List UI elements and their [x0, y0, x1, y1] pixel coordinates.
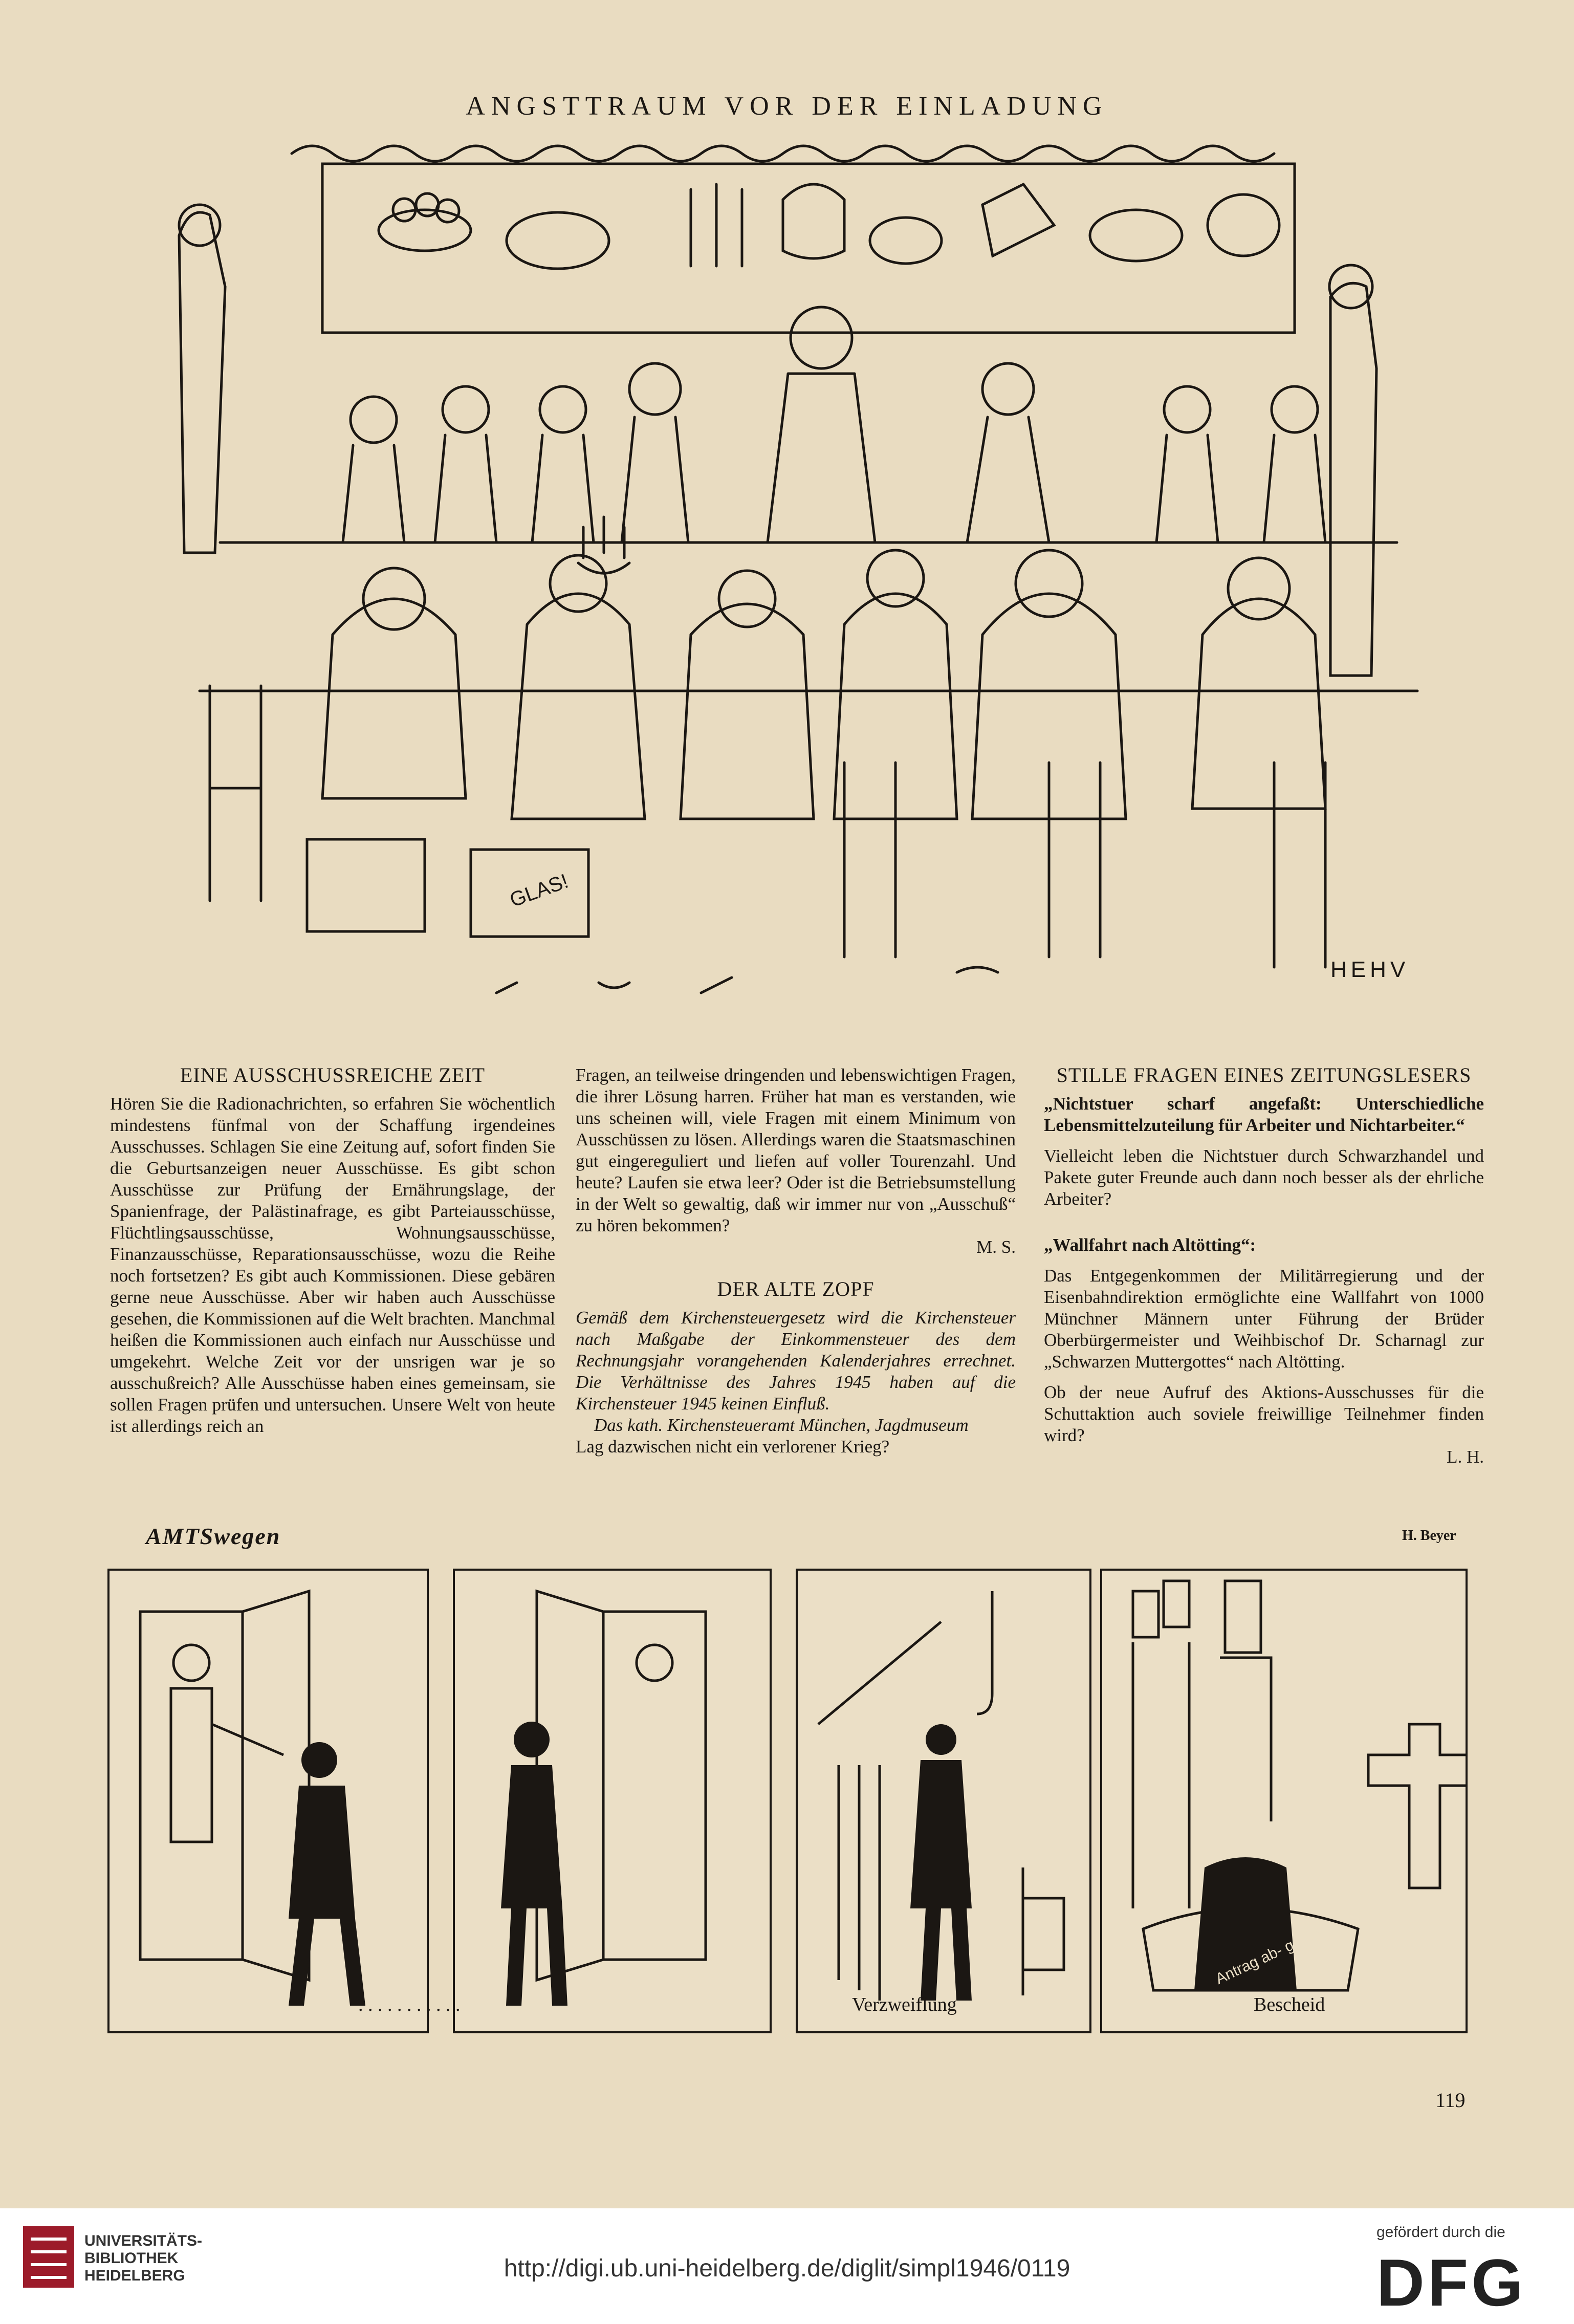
cartoonist-signature: HEHV — [1330, 957, 1410, 982]
panel-2-drawing — [455, 1571, 770, 2031]
right-column — [1044, 1065, 1484, 1468]
article-quote: Gemäß dem Kirchensteuergesetz wird die Kirchensteuer nach Maßgabe der Einkommensteuer des dem Rechnungsjahr vorangehenden Kalenderjahres errechnet. Die Verhältnisse des Jahres 1945 haben auf die Kirchensteuer 1945 keinen Einfluß. — [576, 1308, 1016, 1414]
page-title: ANGSTTRAUM VOR DER EINLADUNG — [466, 92, 1108, 121]
cake — [1208, 194, 1279, 256]
chair-1 — [210, 686, 261, 901]
middle-column — [576, 1065, 1016, 1458]
roast-ham — [507, 212, 609, 269]
panel-3-drawing — [798, 1571, 1089, 2031]
question-1-heading: „Nichtstuer scharf angefaßt: Unterschiedliche Lebensmittelzuteilung für Arbeiter und Nichtarbeiter.“ — [1044, 1094, 1484, 1135]
painting-frame — [322, 164, 1295, 333]
article-question: Lag dazwischen nicht ein verlorener Krieg? — [576, 1437, 890, 1457]
candelabra — [578, 517, 629, 573]
page-number: 119 — [1435, 2089, 1466, 2112]
permalink-url[interactable]: http://digi.ub.uni-heidelberg.de/diglit/simpl1946/0119 — [504, 2255, 1070, 2282]
strip-panel-4 — [1100, 1569, 1468, 2033]
snail-pastry — [870, 218, 942, 264]
library-name: UNIVERSITÄTS- BIBLIOTHEK HEIDELBERG — [84, 2232, 203, 2284]
glas-label: GLAS! — [507, 870, 572, 912]
caption-panel-4: Bescheid — [1254, 1994, 1325, 2015]
article-heading: EINE AUSSCHUSSREICHE ZEIT — [180, 1063, 486, 1087]
article-body: Hören Sie die Radionachrichten, so erfahren Sie wöchentlich mindestens fünfmal von der Schaffung irgendeines Ausschusses. Schlagen Sie eine Zeitung auf, sofort finden Sie die Geburtsanzeigen neuer Ausschüsse. Es gibt schon Ausschüsse zur Prüfung der Ernährungslage, der Spanienfrage, der Palästinafrage, es gibt Parteiausschüsse, Flüchtlingsausschüsse, Wohnungsausschüsse, Finanzausschüsse, Reparationsausschüsse, wozu die Reihe noch fortsetzen? Es gibt auch Kommissionen. Diese gebären gerne neue Ausschüsse. Aber wir haben auch Ausschüsse gesehen, die Kommissionen auf die Welt brachten. Manchmal heißen die Kommissionen auch einfach nur Ausschüsse und umgekehrt. Welche Zeit vor der unsrigen war je so ausschußreich? Alle Ausschüsse haben eines gemeinsam, sie sollen Fragen prüfen und untersuchen. Unsere Welt von heute ist allerdings reich an — [110, 1094, 555, 1436]
caption-panel-1: . . . . . . . . . . . — [358, 1994, 461, 2015]
host-body — [768, 374, 875, 542]
chair-4 — [1274, 763, 1325, 967]
guest-front-3 — [681, 604, 814, 819]
article-author: L. H. — [1447, 1447, 1484, 1467]
strip-title: AMTSwegen — [146, 1523, 281, 1549]
article-heading: STILLE FRAGEN EINES ZEITUNGSLESERS — [1056, 1063, 1472, 1087]
chair-2 — [844, 763, 895, 957]
waiter-left — [179, 212, 225, 553]
rejection-sign: Antrag ab- gelehnt — [1213, 1919, 1335, 1988]
question-2-heading: „Wallfahrt nach Altötting“: — [1044, 1235, 1256, 1255]
panel-1-drawing — [110, 1571, 427, 2031]
fish-dish — [982, 184, 1054, 256]
strip-author: H. Beyer — [1402, 1528, 1456, 1544]
guest-front-6 — [1192, 599, 1325, 809]
guest-front-2 — [512, 594, 645, 819]
roast-chicken — [1090, 210, 1182, 261]
wine-bottles — [691, 184, 742, 266]
question-3-text: Ob der neue Aufruf des Aktions-Ausschusses für die Schuttaktion auch soviele freiwillige Teilnehmer finden wird? — [1044, 1382, 1484, 1445]
waiter-right — [1330, 283, 1376, 676]
dinner-party-cartoon — [138, 123, 1479, 1029]
article-continuation: Fragen, an teilweise dringenden und lebenswichtigen Fragen, die ihrer Lösung harren. Früher hat man es verstanden, wie uns scheinen will, viele Fragen mit einem Minimum von Ausschüssen zu lösen. Allerdings waren die Staatsmaschinen gut eingereguliert und liefen auf voller Tourenzahl. Und heute? Laufen sie etwa leer? Oder ist die Betriebsumstellung in der Welt so gewaltig, daß wir immer nur von „Ausschuß“ zu hören bekommen? — [576, 1065, 1016, 1235]
article-ausschussreiche-zeit — [110, 1065, 555, 1437]
article-source: Das kath. Kirchensteueramt München, Jagdmuseum — [594, 1415, 969, 1435]
host-head — [791, 307, 852, 368]
strip-panel-3 — [796, 1569, 1091, 2033]
crate-1 — [307, 839, 425, 931]
garland-ornament — [292, 146, 1274, 161]
panel-4-drawing — [1102, 1571, 1466, 2031]
question-1-text: Vielleicht leben die Nichtstuer durch Schwarzhandel und Pakete guter Freunde auch dann noch besser als der ehrliche Arbeiter? — [1044, 1146, 1484, 1209]
dfg-logo: DFG — [1376, 2245, 1526, 2320]
sponsor-text: gefördert durch die — [1376, 2224, 1505, 2241]
jelly-mold — [783, 184, 844, 258]
chair-3 — [1049, 763, 1100, 957]
question-2-text: Das Entgegenkommen der Militärregierung und der Eisenbahndirektion ermöglichte eine Wallfahrt von 1000 Münchner Männern unter Führung der Brüder Oberbürgermeister und Weihbischof Dr. Scharnagl zur „Schwarzen Muttergottes“ nach Altötting. — [1044, 1266, 1484, 1372]
caption-panel-3: Verzweiflung — [852, 1994, 957, 2015]
strip-panel-2 — [453, 1569, 772, 2033]
article-author: M. S. — [976, 1237, 1016, 1257]
strip-panel-1 — [107, 1569, 429, 2033]
article-heading: DER ALTE ZOPF — [717, 1277, 875, 1300]
